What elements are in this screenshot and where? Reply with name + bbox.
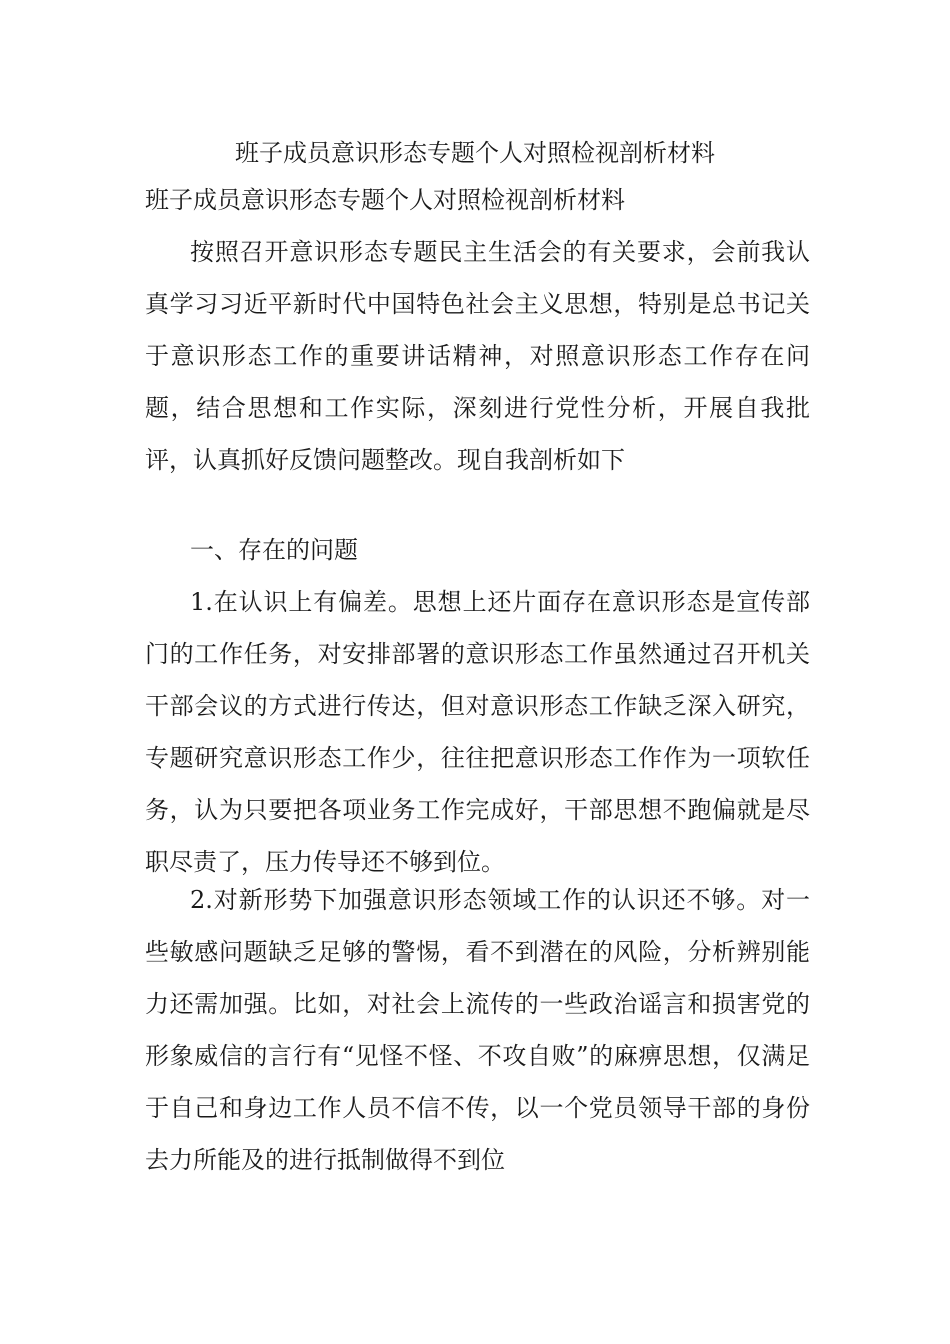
problem-item-1: 1.在认识上有偏差。思想上还片面存在意识形态是宣传部门的工作任务，对安排部署的意识形态工作虽然通过召开机关干部会议的方式进行传达，但对意识形态工作缺乏深入研究，专题研究意识形态工作少，往往把意识形态工作作为一项软任务，认为只要把各项业务工作完成好，干部思想不跑偏就是尽职尽责了，压力传导还不够到位。 bbox=[145, 588, 810, 876]
section-heading-problems: 一、存在的问题 bbox=[190, 536, 358, 564]
intro-paragraph: 按照召开意识形态专题民主生活会的有关要求，会前我认真学习习近平新时代中国特色社会主义思想，特别是总书记关于意识形态工作的重要讲话精神，对照意识形态工作存在问题，结合思想和工作实际，深刻进行党性分析，开展自我批评，认真抓好反馈问题整改。现自我剖析如下 bbox=[145, 238, 810, 474]
problem-item-2: 2.对新形势下加强意识形态领域工作的认识还不够。对一些敏感问题缺乏足够的警惕，看不到潜在的风险，分析辨别能力还需加强。比如，对社会上流传的一些政治谣言和损害党的形象威信的言行有“见怪不怪、不攻自败”的麻痹思想，仅满足于自己和身边工作人员不信不传，以一个党员领导干部的身份去力所能及的进行抵制做得不到位 bbox=[145, 886, 810, 1174]
document-title: 班子成员意识形态专题个人对照检视剖析材料 bbox=[235, 139, 715, 167]
document-subtitle: 班子成员意识形态专题个人对照检视剖析材料 bbox=[145, 186, 625, 214]
